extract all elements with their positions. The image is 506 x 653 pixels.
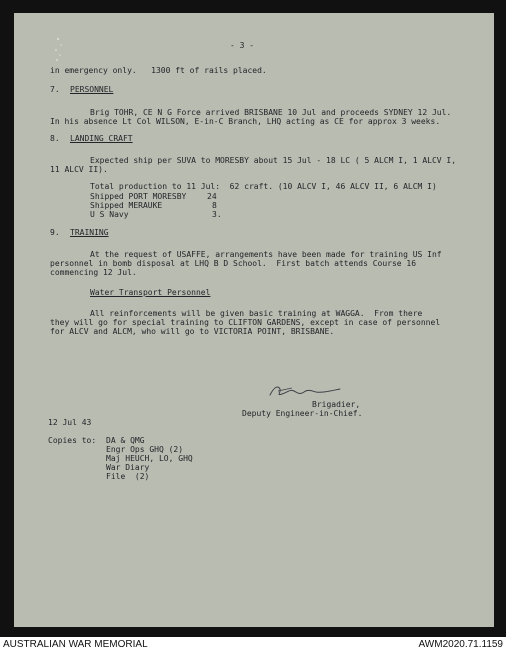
training-line-3: commencing 12 Jul. bbox=[50, 268, 137, 277]
personnel-line-2: In his absence Lt Col WILSON, E-in-C Branch, LHQ acting as CE for approx 3 weeks. bbox=[50, 117, 441, 126]
personnel-line-1: Brig TOHR, CE N G Force arrived BRISBANE 10 Jul and proceeds SYDNEY 12 Jul. bbox=[90, 108, 452, 117]
archive-footer bbox=[0, 637, 506, 653]
shipment-value: 24 bbox=[207, 192, 217, 201]
landing-craft-line-1: Expected ship per SUVA to MORESBY about 15 Jul - 18 LC ( 5 ALCM I, 1 ALCV I, bbox=[90, 156, 457, 165]
section-number-personnel: 7. bbox=[50, 85, 60, 94]
production-line: Total production to 11 Jul: 62 craft. (10 ALCV I, 46 ALCV II, 6 ALCM I) bbox=[90, 182, 437, 191]
water-transport-line-3: for ALCV and ALCM, who will go to VICTORIA POINT, BRISBANE. bbox=[50, 327, 335, 336]
footer-reference: AWM2020.71.1159 bbox=[418, 639, 503, 650]
intro-line: in emergency only. 1300 ft of rails placed. bbox=[50, 66, 267, 75]
signature-title: Deputy Engineer-in-Chief. bbox=[242, 409, 363, 418]
page-number: - 3 - bbox=[230, 41, 255, 50]
copies-label: Copies to: bbox=[48, 436, 97, 445]
copy-recipient: DA & QMG bbox=[106, 436, 145, 445]
document-page bbox=[14, 13, 494, 627]
water-transport-line-1: All reinforcements will be given basic training at WAGGA. From there bbox=[90, 309, 423, 318]
water-transport-line-2: they will go for special training to CLIFTON GARDENS, except in case of personnel bbox=[50, 318, 441, 327]
document-date: 12 Jul 43 bbox=[48, 418, 92, 427]
shipment-label: Shipped MERAUKE bbox=[90, 201, 163, 210]
copy-recipient: File (2) bbox=[106, 472, 150, 481]
shipment-value: 3. bbox=[212, 210, 222, 219]
copy-recipient: Maj HEUCH, LO, GHQ bbox=[106, 454, 193, 463]
section-number-training: 9. bbox=[50, 228, 60, 237]
section-number-landing-craft: 8. bbox=[50, 134, 60, 143]
section-heading-landing-craft: LANDING CRAFT bbox=[70, 134, 133, 143]
shipment-label: U S Navy bbox=[90, 210, 129, 219]
landing-craft-line-2: 11 ALCV II). bbox=[50, 165, 108, 174]
training-line-1: At the request of USAFFE, arrangements have been made for training US Inf bbox=[90, 250, 442, 259]
copy-recipient: War Diary bbox=[106, 463, 150, 472]
section-heading-water-transport: Water Transport Personnel bbox=[90, 288, 211, 297]
footer-institution: AUSTRALIAN WAR MEMORIAL bbox=[3, 639, 148, 650]
section-heading-personnel: PERSONNEL bbox=[70, 85, 114, 94]
signature-rank: Brigadier, bbox=[312, 400, 361, 409]
shipment-value: 8 bbox=[212, 201, 217, 210]
training-line-2: personnel in bomb disposal at LHQ B D School. First batch attends Course 16 bbox=[50, 259, 417, 268]
shipment-label: Shipped PORT MORESBY bbox=[90, 192, 187, 201]
section-heading-training: TRAINING bbox=[70, 228, 109, 237]
copy-recipient: Engr Ops GHQ (2) bbox=[106, 445, 184, 454]
